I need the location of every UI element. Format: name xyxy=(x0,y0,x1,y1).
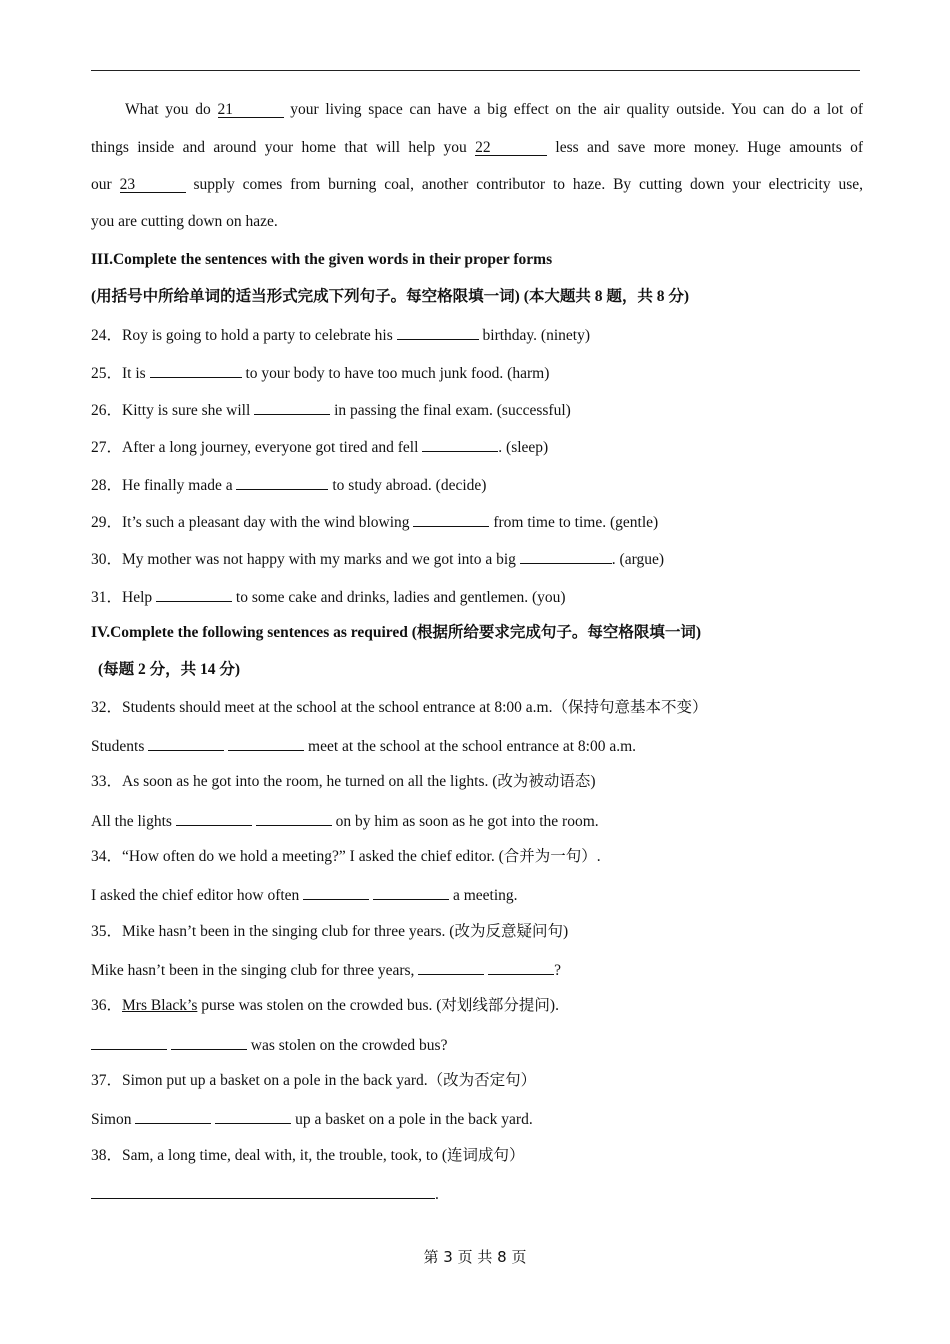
passage-line-2: things inside and around your home that will help you 22 less and save more money. Huge amounts of xyxy=(91,139,864,156)
question-24: 24．Roy is going to hold a party to celebrate his birthday. (ninety) xyxy=(91,324,590,346)
header-rule xyxy=(91,70,860,71)
answer-blank[interactable] xyxy=(135,1108,211,1124)
section-4-title: IV.Complete the following sentences as required (根据所给要求完成句子。每空格限填一词) xyxy=(91,624,702,641)
question-37: 37．Simon put up a basket on a pole in the back yard.（改为否定句） xyxy=(91,1072,537,1089)
question-33: 33．As soon as he got into the room, he turned on all the lights. (改为被动语态) xyxy=(91,773,596,790)
answer-blank[interactable] xyxy=(215,1108,291,1124)
answer-35: Mike hasn’t been in the singing club for three years, ? xyxy=(91,959,561,981)
answer-blank[interactable] xyxy=(228,735,304,751)
question-34: 34．“How often do we hold a meeting?” I asked the chief editor. (合并为一句）. xyxy=(91,848,601,865)
passage-line-4: you are cutting down on haze. xyxy=(91,213,278,230)
answer-blank[interactable] xyxy=(176,810,252,826)
blank-22[interactable]: 22 xyxy=(475,140,547,156)
question-30: 30．My mother was not happy with my marks and we got into a big . (argue) xyxy=(91,548,664,570)
answer-blank[interactable] xyxy=(171,1034,247,1050)
underlined-phrase: Mrs Black’s xyxy=(122,997,198,1014)
answer-32: Students meet at the school at the school entrance at 8:00 a.m. xyxy=(91,735,636,757)
question-35: 35．Mike hasn’t been in the singing club for three years. (改为反意疑问句) xyxy=(91,923,569,940)
question-27: 27．After a long journey, everyone got tired and fell . (sleep) xyxy=(91,436,548,458)
answer-blank[interactable] xyxy=(254,399,330,415)
passage-line-3: our 23 supply comes from burning coal, another contributor to haze. By cutting down your electricity use, xyxy=(91,176,864,193)
answer-blank-long[interactable] xyxy=(91,1183,435,1199)
section-4-subtitle: (每题 2 分，共 14 分) xyxy=(98,661,241,678)
answer-blank[interactable] xyxy=(422,436,498,452)
answer-blank[interactable] xyxy=(397,324,479,340)
answer-blank[interactable] xyxy=(256,810,332,826)
answer-blank[interactable] xyxy=(150,362,242,378)
section-3-subtitle: (用括号中所给单词的适当形式完成下列句子。每空格限填一词) (本大题共 8 题，共 8 分) xyxy=(91,288,690,305)
answer-blank[interactable] xyxy=(413,511,489,527)
passage-line-1: What you do 21 your living space can have a big effect on the air quality outside. You can do a lot of xyxy=(125,101,863,118)
question-31: 31．Help to some cake and drinks, ladies and gentlemen. (you) xyxy=(91,586,566,608)
answer-blank[interactable] xyxy=(418,959,484,975)
blank-21[interactable]: 21 xyxy=(218,102,284,118)
question-28: 28．He finally made a to study abroad. (decide) xyxy=(91,474,486,496)
section-3-title: III.Complete the sentences with the given words in their proper forms xyxy=(91,251,553,268)
question-32: 32．Students should meet at the school at the school entrance at 8:00 a.m.（保持句意基本不变） xyxy=(91,699,708,716)
question-26: 26．Kitty is sure she will in passing the final exam. (successful) xyxy=(91,399,571,421)
question-36: 36．Mrs Black’s purse was stolen on the crowded bus. (对划线部分提问). xyxy=(91,997,559,1014)
answer-blank[interactable] xyxy=(156,586,232,602)
page-footer: 第 3 页 共 8 页 xyxy=(423,1248,527,1266)
answer-37: Simon up a basket on a pole in the back yard. xyxy=(91,1108,533,1130)
blank-23[interactable]: 23 xyxy=(120,177,186,193)
answer-blank[interactable] xyxy=(148,735,224,751)
question-38: 38．Sam, a long time, deal with, it, the trouble, took, to (连词成句） xyxy=(91,1147,525,1164)
answer-blank[interactable] xyxy=(373,884,449,900)
answer-34: I asked the chief editor how often a meeting. xyxy=(91,884,518,906)
answer-38: . xyxy=(91,1183,439,1205)
answer-blank[interactable] xyxy=(303,884,369,900)
answer-blank[interactable] xyxy=(520,548,612,564)
answer-blank[interactable] xyxy=(488,959,554,975)
answer-blank[interactable] xyxy=(236,474,328,490)
answer-36: was stolen on the crowded bus? xyxy=(91,1034,447,1056)
answer-33: All the lights on by him as soon as he got into the room. xyxy=(91,810,599,832)
question-29: 29．It’s such a pleasant day with the wind blowing from time to time. (gentle) xyxy=(91,511,658,533)
answer-blank[interactable] xyxy=(91,1034,167,1050)
question-25: 25．It is to your body to have too much junk food. (harm) xyxy=(91,362,549,384)
